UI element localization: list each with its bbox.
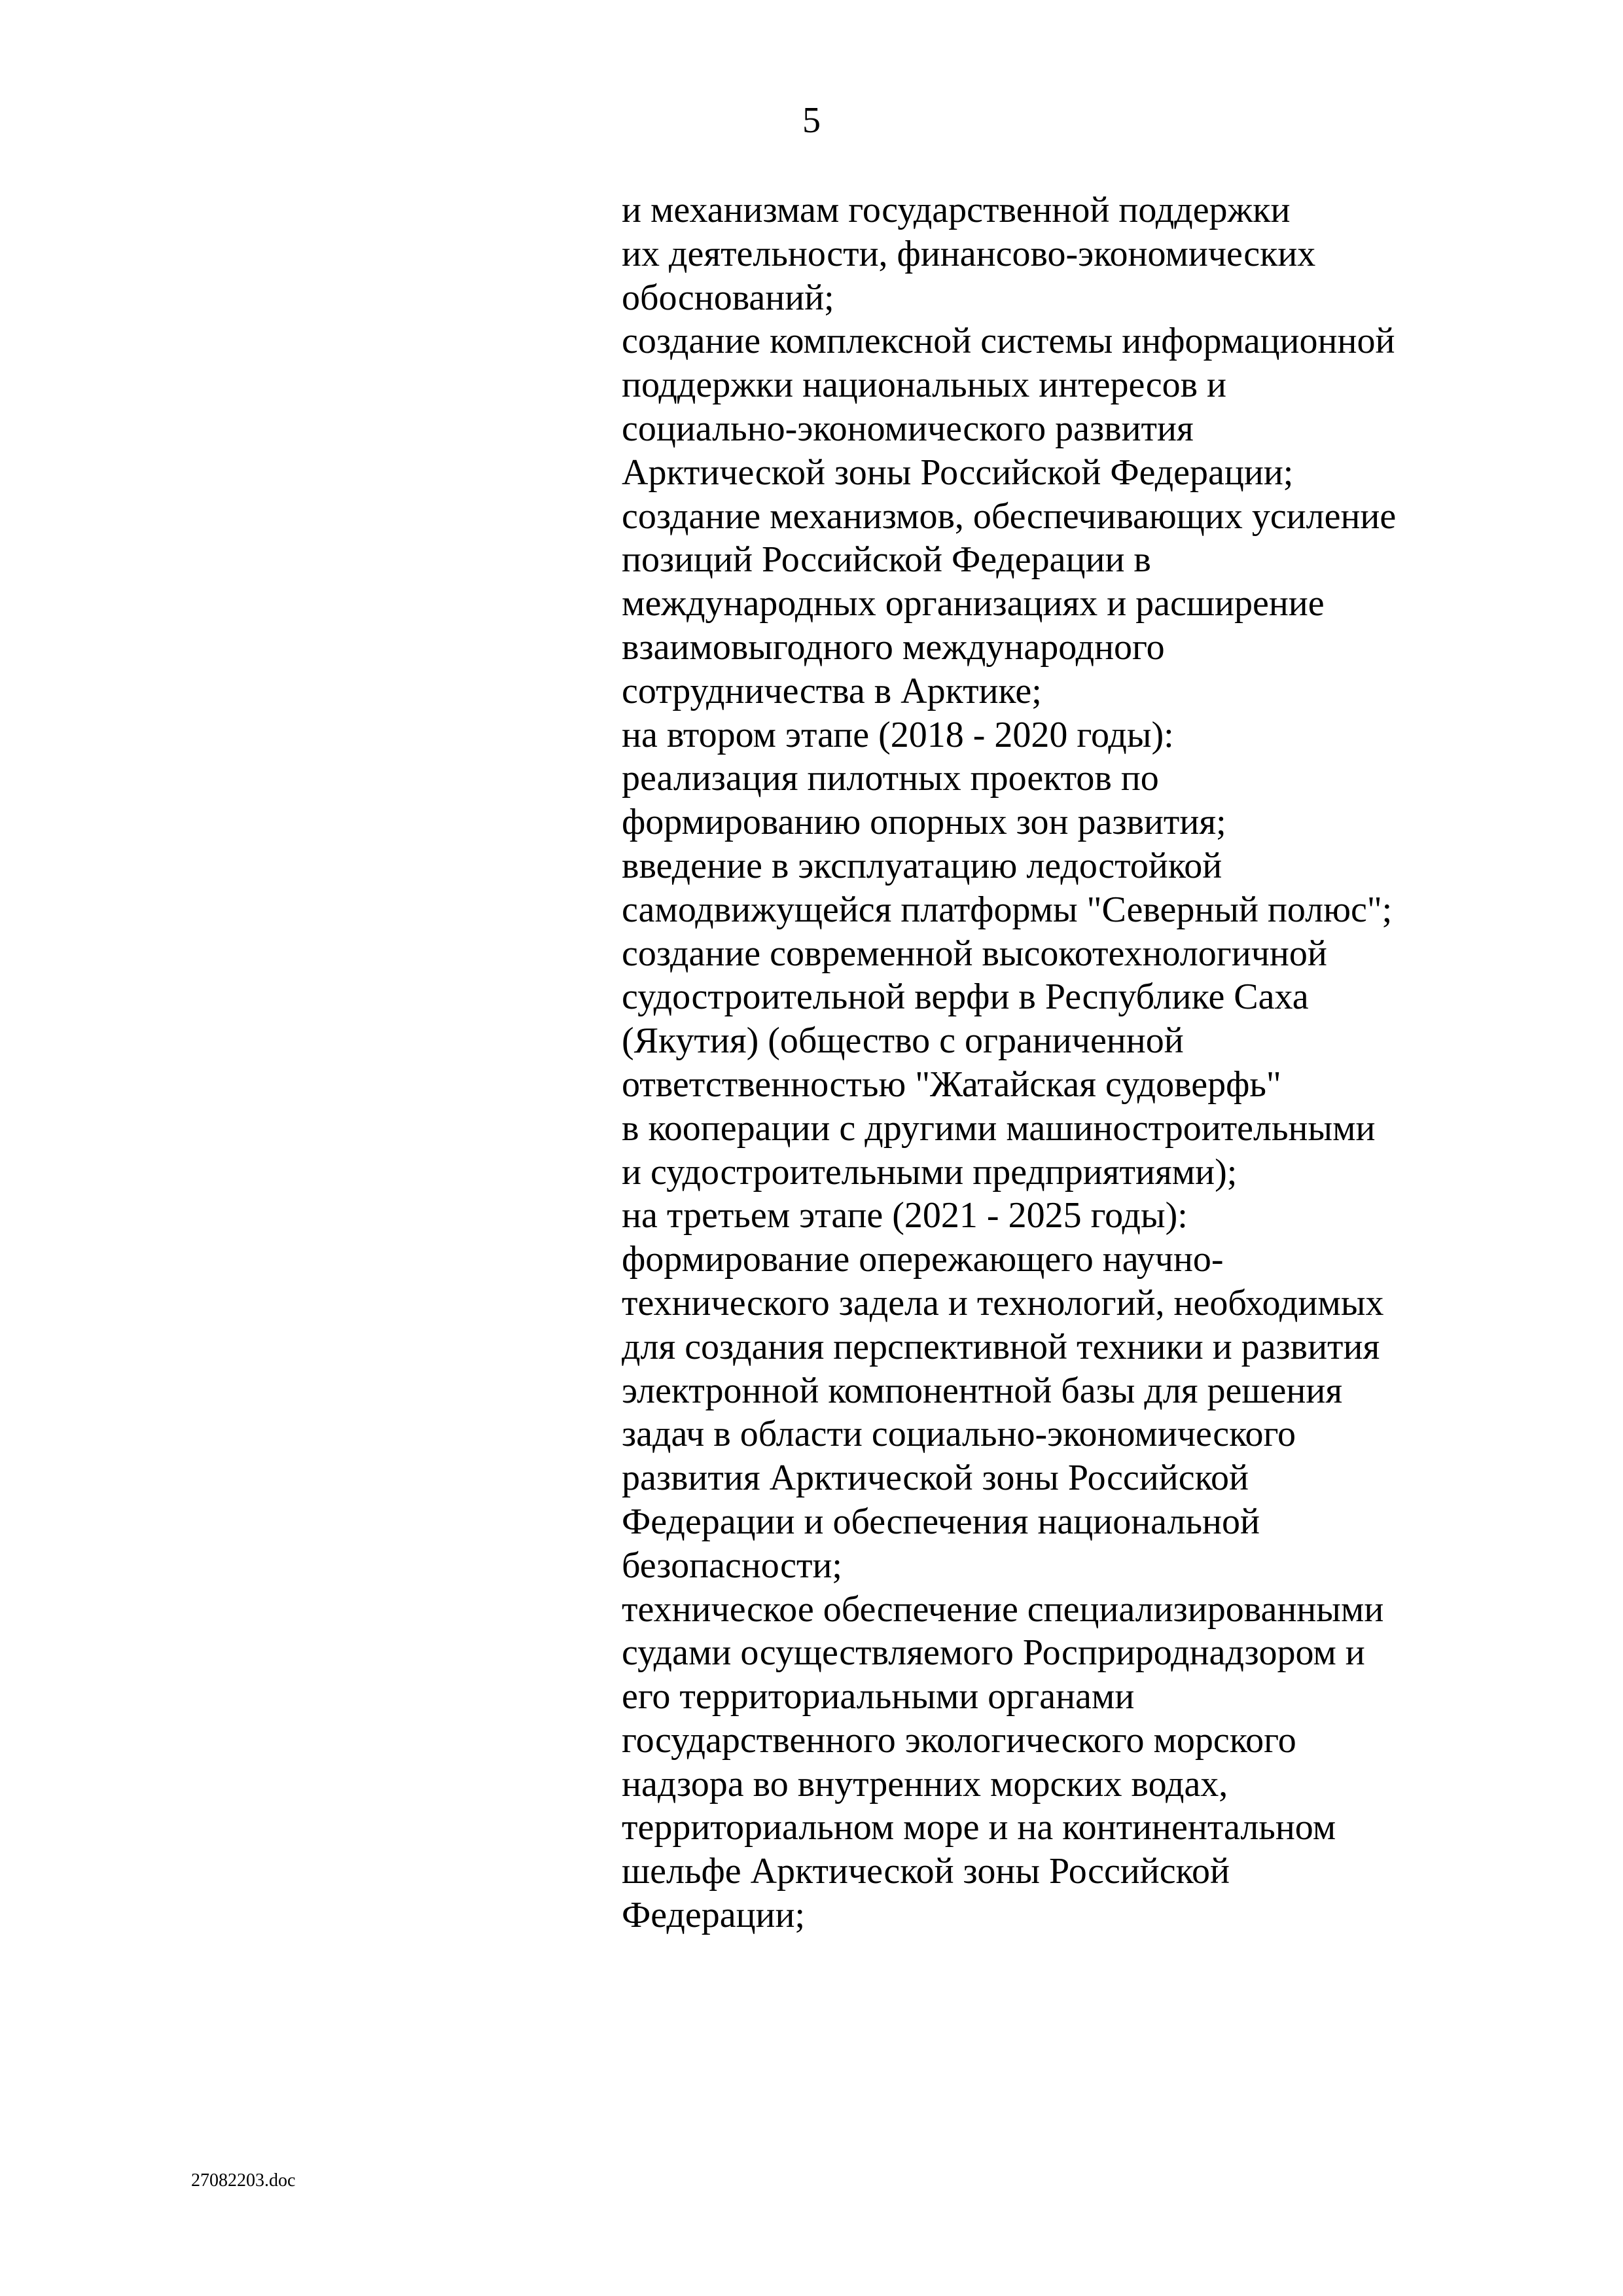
footer-filename: 27082203.doc — [191, 2170, 296, 2191]
text-line: надзора во внутренних морских водах, — [622, 1763, 1228, 1804]
text-line: формирование опережающего научно- — [622, 1239, 1224, 1280]
text-line: на третьем этапе (2021 - 2025 годы): — [622, 1195, 1188, 1236]
text-line: Федерации и обеспечения национальной — [622, 1501, 1260, 1542]
text-line: Арктической зоны Российской Федерации; — [622, 452, 1294, 493]
text-line: территориальном море и на континентальном — [622, 1807, 1336, 1848]
text-line: формированию опорных зон развития; — [622, 802, 1226, 843]
text-line: государственного экологического морского — [622, 1719, 1296, 1761]
text-line: (Якутия) (общество с ограниченной — [622, 1020, 1184, 1062]
text-line: развития Арктической зоны Российской — [622, 1458, 1249, 1499]
text-line: Федерации; — [622, 1895, 806, 1936]
text-line: для создания перспективной техники и развития — [622, 1326, 1380, 1367]
text-line: создание механизмов, обеспечивающих усиление — [622, 495, 1397, 537]
text-line: обоснований; — [622, 277, 834, 318]
text-line: реализация пилотных проектов по — [622, 758, 1159, 799]
text-line: техническое обеспечение специализированными — [622, 1588, 1384, 1630]
text-line: создание современной высокотехнологичной — [622, 933, 1327, 974]
text-line: самодвижущейся платформы "Северный полюс"; — [622, 889, 1393, 930]
text-line: международных организациях и расширение — [622, 583, 1325, 624]
text-line: шельфе Арктической зоны Российской — [622, 1851, 1230, 1892]
text-line: социально-экономического развития — [622, 408, 1194, 449]
text-line: и судостроительными предприятиями); — [622, 1151, 1238, 1193]
text-line: в кооперации с другими машиностроительными — [622, 1107, 1376, 1149]
text-line: задач в области социально-экономического — [622, 1414, 1296, 1455]
text-line: безопасности; — [622, 1545, 842, 1586]
text-line: взаимовыгодного международного — [622, 626, 1165, 668]
text-line: технического задела и технологий, необходимых — [622, 1282, 1384, 1323]
text-line: сотрудничества в Арктике; — [622, 670, 1042, 711]
text-line: электронной компонентной базы для решения — [622, 1370, 1343, 1411]
text-line: создание комплексной системы информационной — [622, 321, 1395, 362]
text-line: на втором этапе (2018 - 2020 годы): — [622, 714, 1174, 755]
page-number: 5 — [802, 100, 821, 141]
text-line: и механизмам государственной поддержки — [622, 190, 1291, 230]
text-line: введение в эксплуатацию ледостойкой — [622, 845, 1222, 886]
document-body — [622, 188, 1551, 1937]
text-line: судами осуществляемого Росприроднадзором и — [622, 1632, 1365, 1674]
text-line: поддержки национальных интересов и — [622, 365, 1226, 406]
text-line: позиций Российской Федерации в — [622, 539, 1151, 581]
text-line: их деятельности, финансово-экономических — [622, 233, 1316, 274]
text-line: ответственностью "Жатайская судоверфь" — [622, 1064, 1281, 1105]
text-line: его территориальными органами — [622, 1676, 1135, 1717]
text-line: судостроительной верфи в Республике Саха — [622, 977, 1309, 1018]
